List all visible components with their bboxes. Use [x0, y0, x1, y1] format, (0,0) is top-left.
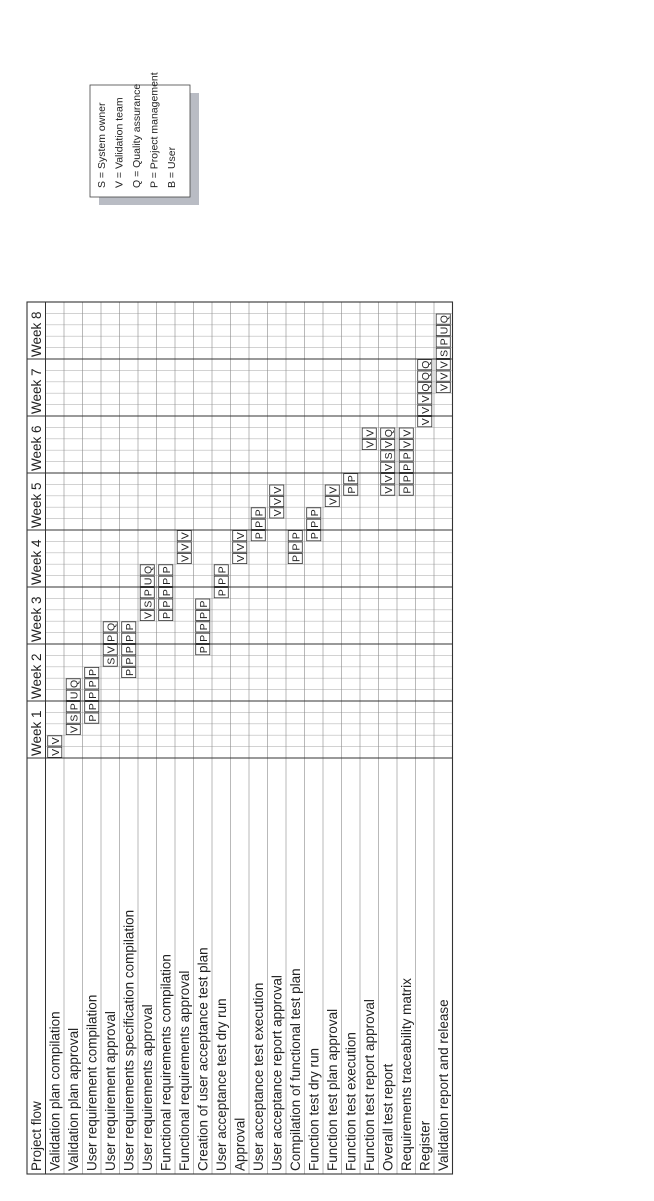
assignment-code: P [345, 486, 358, 494]
assignment-code: P [123, 646, 136, 654]
assignment-code: Q [142, 565, 155, 574]
assignment-code: Q [68, 679, 81, 688]
assignment-code: V [68, 725, 81, 734]
assignment-code: S [142, 600, 155, 608]
assignment-code: P [308, 520, 321, 528]
task-label: Creation of user acceptance test plan [195, 947, 211, 1171]
assignment-code: P [86, 703, 99, 711]
assignment-code: V [142, 611, 155, 620]
assignment-code: Q [419, 383, 432, 392]
assignment-code: P [68, 703, 81, 711]
assignment-code: P [105, 634, 118, 642]
assignment-code: P [160, 577, 173, 585]
task-label: Validation plan approval [66, 1027, 81, 1171]
assignment-code: P [290, 554, 303, 563]
assignment-code: V [364, 429, 377, 437]
assignment-code: P [86, 714, 99, 722]
assignment-code: P [401, 452, 414, 460]
assignment-code: P [253, 509, 266, 517]
task-label: Requirements traceability matrix [399, 978, 414, 1171]
assignment-code: V [234, 554, 247, 563]
assignment-code: V [271, 497, 284, 506]
assignment-code: V [327, 486, 340, 494]
assignment-code: S [105, 657, 118, 665]
task-label: Functional requirements approval [177, 970, 192, 1171]
assignment-code: V [438, 372, 451, 380]
assignment-code: P [401, 475, 414, 483]
task-label: Approval [232, 1117, 248, 1171]
assignment-code: Q [419, 372, 432, 381]
assignment-code: P [142, 589, 155, 597]
assignment-code: V [382, 486, 395, 494]
legend-entry: Q = Quality assurance [131, 83, 143, 188]
task-label: User acceptance test dry run [214, 998, 229, 1171]
assignment-code: P [123, 623, 136, 631]
assignment-code: V [105, 646, 118, 654]
task-label: Function test plan approval [325, 1008, 340, 1171]
assignment-code: P [308, 509, 321, 517]
assignment-code: S [68, 714, 81, 722]
assignment-code: U [142, 577, 155, 586]
assignment-code: P [197, 634, 210, 642]
rotated-gantt-table [27, 72, 453, 1174]
assignment-code: P [160, 600, 173, 608]
week-label: Week 4 [29, 539, 44, 585]
legend-entry: B = User [166, 146, 178, 188]
task-label: Function test dry run [306, 1047, 322, 1171]
assignment-code: V [438, 361, 451, 369]
assignment-code: P [197, 623, 210, 631]
task-label: Overall test report [380, 1063, 396, 1171]
task-label: User requirement compilation [84, 994, 100, 1171]
task-label: User requirements specification compilation [121, 909, 137, 1171]
assignment-code: V [382, 475, 395, 483]
assignment-code: Q [438, 315, 451, 324]
assignment-code: V [179, 532, 192, 540]
task-label: Register [417, 1120, 433, 1171]
assignment-code: P [86, 680, 99, 688]
legend-entry: V = Validation team [113, 97, 126, 188]
assignment-code: V [179, 543, 192, 551]
assignment-code: V [327, 497, 340, 506]
legend-entry: S = System owner [96, 102, 108, 188]
task-label: Function test report approval [362, 999, 377, 1171]
assignment-code: V [49, 748, 62, 756]
week-label: Week 8 [29, 311, 44, 357]
assignment-code: P [197, 600, 210, 608]
assignment-code: P [216, 566, 229, 574]
assignment-code: P [308, 532, 321, 540]
assignment-code: Q [105, 622, 118, 631]
assignment-code: P [253, 520, 266, 528]
assignment-code: P [123, 634, 136, 642]
week-label: Week 1 [29, 710, 44, 756]
assignment-code: P [86, 668, 99, 677]
week-label: Week 5 [29, 482, 44, 528]
assignment-code: V [438, 383, 451, 392]
assignment-code: V [271, 486, 284, 494]
assignment-code: P [160, 589, 173, 597]
assignment-code: P [290, 532, 303, 540]
assignment-code: V [234, 532, 247, 540]
task-label: User acceptance test execution [251, 982, 266, 1171]
assignment-code: P [197, 611, 210, 620]
task-label: User requirements approval [140, 1004, 155, 1171]
assignment-code: P [160, 611, 173, 620]
task-label: Validation report and release [436, 999, 451, 1171]
week-label: Week 2 [29, 653, 44, 699]
assignment-code: V [419, 418, 432, 426]
assignment-code: P [290, 543, 303, 551]
assignment-code: V [419, 406, 432, 414]
assignment-code: P [123, 657, 136, 665]
assignment-code: S [382, 452, 395, 460]
assignment-code: P [86, 691, 99, 699]
assignment-code: P [123, 668, 136, 677]
assignment-code: V [234, 543, 247, 551]
task-label: Functional requirements compilation [158, 954, 174, 1171]
assignment-code: U [438, 326, 451, 335]
assignment-code: Q [382, 429, 395, 438]
assignment-code: V [49, 737, 62, 745]
week-label: Week 6 [29, 425, 44, 471]
assignment-code: P [197, 646, 210, 654]
assignment-code: V [179, 554, 192, 563]
assignment-code: P [345, 475, 358, 483]
assignment-code: P [401, 463, 414, 471]
assignment-code: P [253, 532, 266, 540]
assignment-code: V [382, 463, 395, 471]
task-label: User requirement approval [103, 1011, 118, 1171]
week-label: Week 3 [29, 596, 44, 642]
assignment-code: U [68, 691, 81, 700]
task-label: Validation plan compilation [47, 1011, 63, 1171]
task-label: User acceptance report approval [269, 975, 285, 1171]
week-label: Week 7 [29, 368, 44, 414]
task-label: Compilation of functional test plan [288, 968, 303, 1171]
assignment-code: V [382, 440, 395, 449]
assignment-code: V [401, 429, 414, 437]
assignment-code: P [216, 589, 229, 597]
assignment-code: P [401, 486, 414, 494]
legend-entry: P = Project management [148, 72, 161, 188]
assignment-code: V [271, 509, 284, 517]
assignment-code: Q [419, 360, 432, 369]
header-project-flow: Project flow [29, 1101, 44, 1171]
task-label: Function test execution [343, 1032, 359, 1171]
assignment-code: V [419, 395, 432, 403]
assignment-code: V [401, 440, 414, 449]
assignment-code: P [160, 566, 173, 574]
assignment-code: V [364, 440, 377, 449]
assignment-code: P [216, 577, 229, 585]
assignment-code: S [438, 349, 451, 357]
assignment-code: P [438, 338, 451, 346]
